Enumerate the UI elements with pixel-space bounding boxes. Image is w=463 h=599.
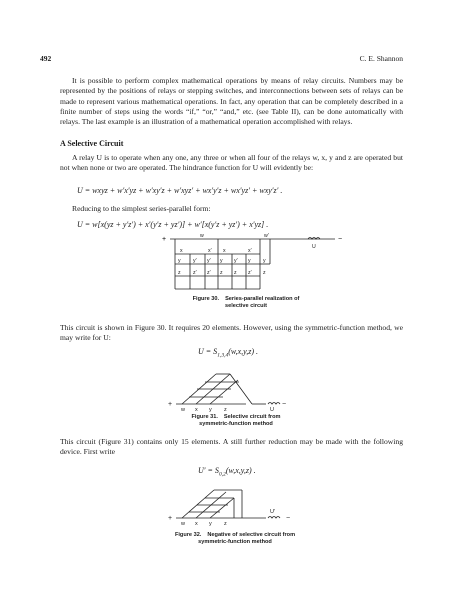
fig30-label-x-2: x	[223, 248, 226, 254]
fig30-label-z-prime-3: z′	[248, 270, 252, 276]
fig30-label-x-prime-1: x′	[208, 248, 212, 254]
fig30-label-y-prime-3: y′	[234, 258, 238, 264]
page-number: 492	[40, 54, 52, 63]
fig31-label-z: z	[224, 407, 227, 412]
equation-3: $U = S_{1,3,4}(w,x,y,z)$ .	[198, 347, 259, 359]
fig30-label-z-3: z	[234, 270, 237, 276]
fig30-label-z-4: z	[263, 270, 266, 276]
figure-30-caption: Figure 30. Series-parallel realization of selective circuit	[192, 296, 300, 309]
fig30-label-y-3: y	[248, 258, 251, 264]
intro-paragraph: It is possible to perform complex mathematical operations by means of relay circuits. Numbers may be represented by the positions of relays or stepping switches, and interconnections between sets of relays can be made to represent various mathematical operations. In fact, any operation that can be completely described in a finite number of steps using the words “if,” “or,” “and,” etc. (see Table II), can be done automatically with relays. The last example is an illustration of a mathematical operation accomplished with relays.	[60, 76, 403, 127]
figure-30-diagram	[160, 232, 350, 294]
fig31-label-u: U	[270, 407, 274, 412]
running-head: C. E. Shannon	[359, 54, 403, 63]
fig30-label-z-prime-1: z′	[193, 270, 197, 276]
equation-4: $U' = S_{0,2}(w,x,y,z)$ .	[198, 466, 256, 478]
fig30-label-x-1: x	[180, 248, 183, 254]
fig30-label-w: w	[200, 233, 204, 239]
fig32-plus: +	[168, 515, 173, 522]
fig30-label-z-prime-2: z′	[207, 270, 211, 276]
fig30-minus: −	[338, 236, 343, 243]
fig32-label-y: y	[209, 521, 212, 527]
fig30-label-z-2: z	[220, 270, 223, 276]
figure-31-diagram	[168, 360, 293, 412]
fig30-label-y-1: y	[178, 258, 181, 264]
fig30-label-u: U	[312, 244, 316, 250]
fig32-label-x: x	[195, 521, 198, 527]
fig31-label-x: x	[195, 407, 198, 412]
fig30-label-x-prime-2: x′	[248, 248, 252, 254]
paragraph-2: A relay U is to operate when any one, any three or when all four of the relays w, x, y and z are operated but not when none or two are operated. The hindrance function for U will evidently be:	[60, 153, 403, 173]
equation-2: U = w[x(yz + y′z′) + x′(y′z + yz′)] + w′[x(y′z + yz′) + x′yz] .	[77, 220, 269, 229]
fig32-minus: −	[286, 515, 291, 522]
figure-32-caption: Figure 32. Negative of selective circuit from symmetric-function method	[174, 532, 296, 545]
paragraph-5: This circuit (Figure 31) contains only 15 elements. A still further reduction may be made with the following device. First write	[60, 437, 403, 457]
fig32-label-z: z	[224, 521, 227, 527]
fig32-label-u-prime: U′	[270, 509, 276, 515]
paragraph-4: This circuit is shown in Figure 30. It requires 20 elements. However, using the symmetric-function method, we may write for U:	[60, 323, 403, 343]
fig30-label-w-prime: w′	[264, 233, 269, 239]
figure-32-diagram	[168, 478, 298, 530]
fig32-label-w: w	[181, 521, 185, 527]
fig31-label-y: y	[209, 407, 212, 412]
fig31-minus: −	[282, 401, 287, 408]
fig31-plus: +	[168, 401, 173, 408]
figure-31-caption: Figure 31. Selective circuit from symmetric-function method	[191, 414, 281, 427]
paragraph-3: Reducing to the simplest series-parallel form:	[72, 204, 211, 213]
fig31-label-w: w	[181, 407, 185, 412]
section-heading: A Selective Circuit	[60, 139, 124, 148]
fig30-label-y-prime-1: y′	[193, 258, 197, 264]
fig30-label-z-1: z	[178, 270, 181, 276]
fig30-label-y-4: y	[263, 258, 266, 264]
fig30-label-y-prime-2: y′	[207, 258, 211, 264]
fig30-label-y-2: y	[220, 258, 223, 264]
equation-1: U = wxyz + w′x′yz + w′xy′z + w′xyz′ + wx′y′z + wx′yz′ + wxy′z′ .	[77, 186, 283, 195]
fig30-plus: +	[162, 236, 167, 243]
